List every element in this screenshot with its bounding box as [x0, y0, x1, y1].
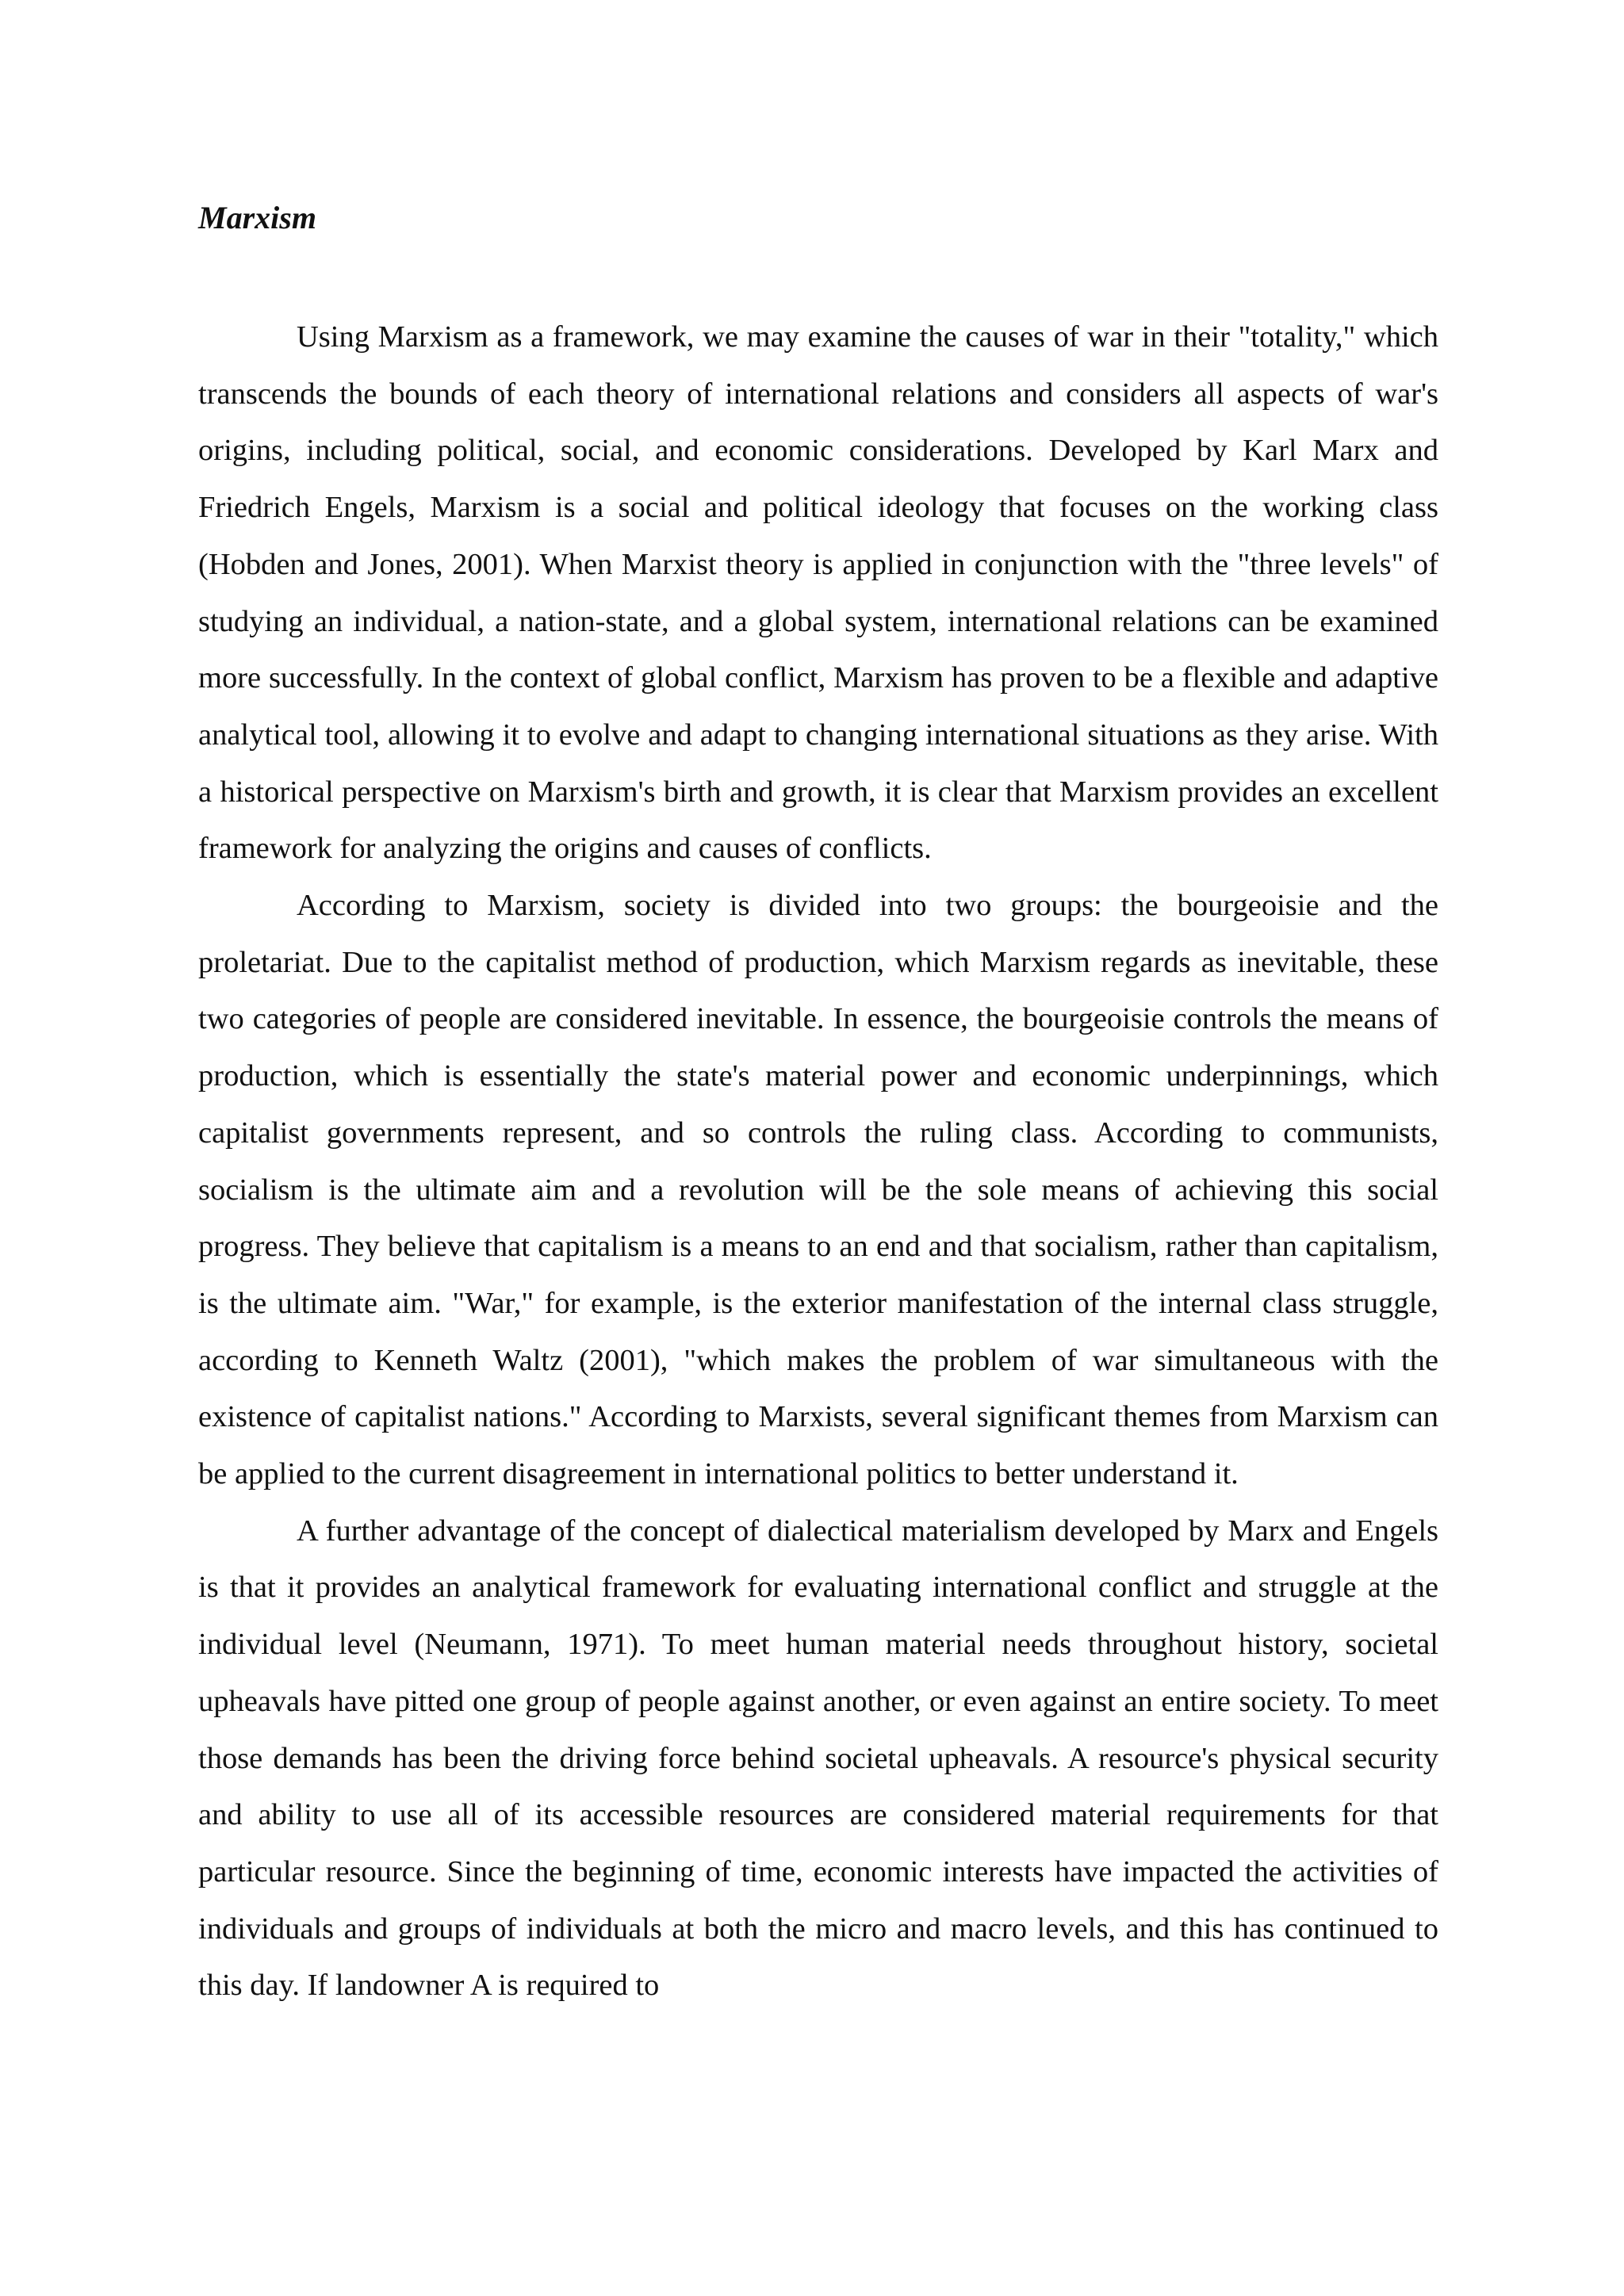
document-body [198, 198, 1438, 2015]
paragraph-2: According to Marxism, society is divided into two groups: the bourgeoisie and the proletariat. Due to the capitalist method of production, which Marxism regards as inevitable, these two categories of people are considered inevitable. In essence, the bourgeoisie controls the means of production, which is essentially the state's material power and economic underpinnings, which capitalist governments represent, and so controls the ruling class. According to communists, socialism is the ultimate aim and a revolution will be the sole means of achieving this social progress. They believe that capitalism is a means to an end and that socialism, rather than capitalism, is the ultimate aim. "War," for example, is the exterior manifestation of the internal class struggle, according to Kenneth Waltz (2001), "which makes the problem of war simultaneous with the existence of capitalist nations." According to Marxists, several significant themes from Marxism can be applied to the current disagreement in international politics to better understand it. [198, 889, 1438, 1491]
section-heading: Marxism [198, 200, 316, 235]
paragraph-3: A further advantage of the concept of dialectical materialism developed by Marx and Engels is that it provides an analytical framework for evaluating international conflict and struggle at the individual level (Neumann, 1971). To meet human material needs throughout history, societal upheavals have pitted one group of people against another, or even against an entire society. To meet those demands has been the driving force behind societal upheavals. A resource's physical security and ability to use all of its accessible resources are considered material requirements for that particular resource. Since the beginning of time, economic interests have impacted the activities of individuals and groups of individuals at both the micro and macro levels, and this has continued to this day. If landowner A is required to [198, 1513, 1438, 2003]
paragraph-1: Using Marxism as a framework, we may examine the causes of war in their "totality," which transcends the bounds of each theory of international relations and considers all aspects of war's origins, including political, social, and economic considerations. Developed by Karl Marx and Friedrich Engels, Marxism is a social and political ideology that focuses on the working class (Hobden and Jones, 2001). When Marxist theory is applied in conjunction with the "three levels" of studying an individual, a nation-state, and a global system, international relations can be examined more successfully. In the context of global conflict, Marxism has proven to be a flexible and adaptive analytical tool, allowing it to evolve and adapt to changing international situations as they arise. With a historical perspective on Marxism's birth and growth, it is clear that Marxism provides an excellent framework for analyzing the origins and causes of conflicts. [198, 320, 1438, 866]
